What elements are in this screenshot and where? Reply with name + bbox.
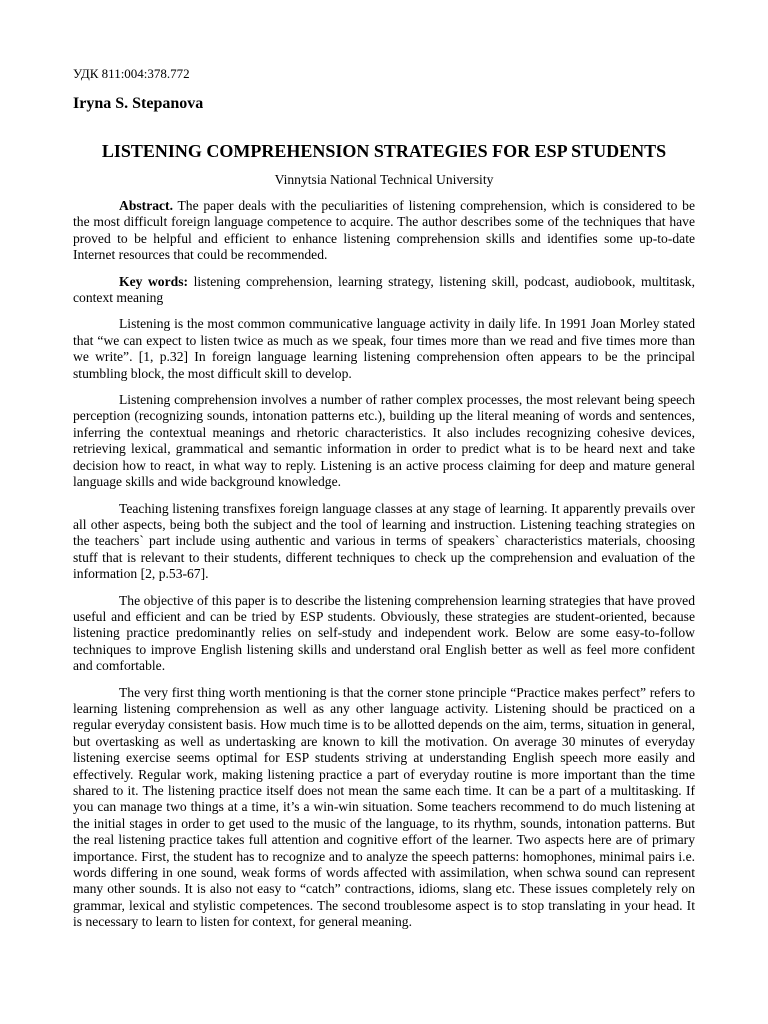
author-name: Iryna S. Stepanova xyxy=(73,95,204,112)
abstract-label: Abstract. xyxy=(119,198,173,213)
keywords-text: listening comprehension, learning strategy, listening skill, podcast, audiobook, multitask, context meaning xyxy=(73,273,695,306)
keywords-paragraph xyxy=(73,274,695,307)
abstract-text: The paper deals with the peculiarities of listening comprehension, which is considered to be the most difficult foreign language competence to acquire. The author describes some of the techniques that have proved to be helpful and efficient to enhance listening comprehension skills and identifies some up-to-date Internet resources that could be recommended. xyxy=(73,198,695,263)
affiliation: Vinnytsia National Technical University xyxy=(274,172,494,187)
body-paragraph-4: The objective of this paper is to describe the listening comprehension learning strategies that have proved useful and efficient and can be tried by ESP students. Obviously, these strategies are student-oriented, because listening practice predominantly relies on self-study and independent work. Below are some easy-to-follow techniques to improve English listening skills and understand oral English better as well as feel more confident and comfortable. xyxy=(73,592,695,674)
keywords-label: Key words: xyxy=(119,273,189,289)
paper-title: LISTENING COMPREHENSION STRATEGIES FOR ESP STUDENTS xyxy=(101,141,667,161)
body-paragraph-2: Listening comprehension involves a number of rather complex processes, the most relevant being speech perception (recognizing sounds, intonation patterns etc.), building up the literal meaning of words and sentences, inferring the contextual meanings and rhetoric characteristics. It also includes recognizing cohesive devices, retrieving lexical, grammatical and semantic information in order to predict what is to be heard next and take decision how to react, in what way to reply. Listening is an active process claiming for deep and mature general language skills and wide background knowledge. xyxy=(73,392,695,490)
body-paragraph-3: Teaching listening transfixes foreign language classes at any stage of learning. It apparently prevails over all other aspects, being both the subject and the tool of learning and instruction. Listening teaching strategies on the teachers` part include using authentic and various in terms of speakers` characteristics materials, choosing stuff that is relevant to their students, different techniques to check up the comprehension and evaluation of the information [2, p.53-67]. xyxy=(73,500,695,582)
body-paragraph-1: Listening is the most common communicative language activity in daily life. In 1991 Joan Morley stated that “we can expect to listen twice as much as we speak, four times more than we read and five times more than we write”. [1, p.32] In foreign language learning listening comprehension often appears to be the principal stumbling block, the most difficult skill to develop. xyxy=(73,316,695,381)
abstract-paragraph xyxy=(73,198,695,264)
body-paragraph-5: The very first thing worth mentioning is that the corner stone principle “Practice makes perfect” refers to learning listening comprehension as well as any other language activity. Listening should be practiced on a regular everyday consistent basis. How much time is to be allotted depends on the aim, terms, situation in general, but overtasking as well as undertasking are known to kill the motivation. On average 30 minutes of everyday listening exercise seems optimal for ESP students striving at understanding English speech more easily and effectively. Regular work, making listening practice a part of everyday routine is more important than the time shared to it. The listening practice itself does not mean the same each time. It can be a part of a multitasking. If you can manage two things at a time, it’s a win-win situation. Some teachers recommend to do much listening at the initial stages in order to get used to the music of the language, to its rhythm, sounds, intonation patterns. But the real listening practice takes full attention and cognitive effort of the learner. Two aspects here are of primary importance. First, the student has to recognize and to analyze the speech patterns: homophones, minimal pairs i.e. words differing in one sound, weak forms of words affected with assimilation, when schwa sound can represent many other sounds. It is also not easy to “catch” contractions, idioms, slang etc. These issues completely rely on grammar, lexical and stylistic competences. The second troublesome aspect is to stop translating in your head. It is necessary to learn to listen for context, for general meaning. xyxy=(73,684,695,930)
udk-code: УДК 811:004:378.772 xyxy=(73,66,190,81)
